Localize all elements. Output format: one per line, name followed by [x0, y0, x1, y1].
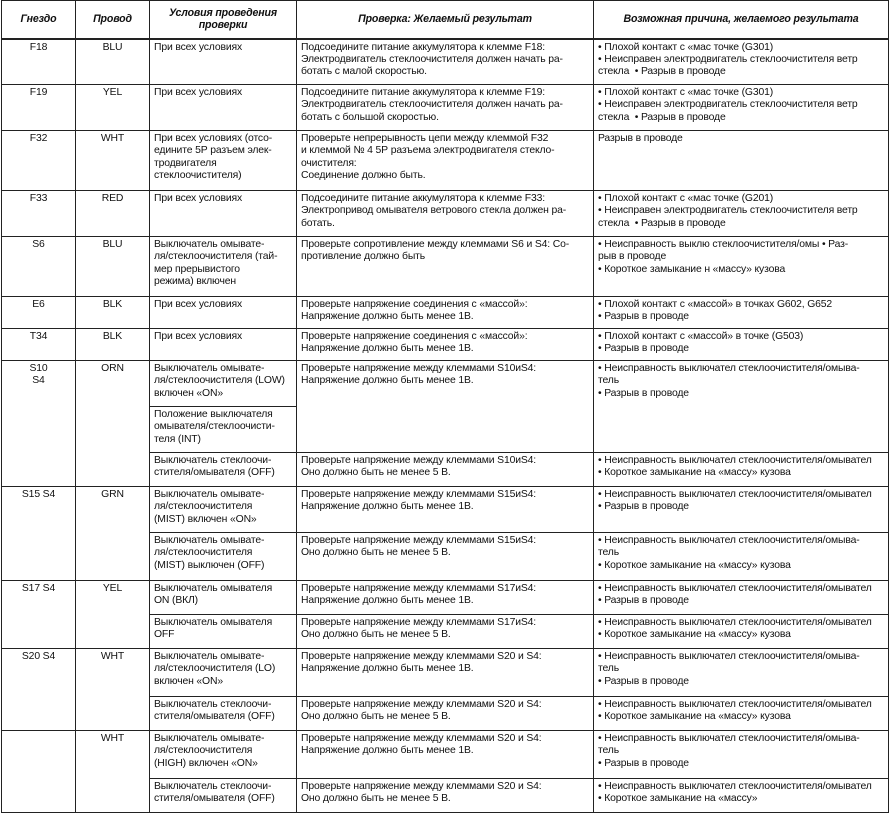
check-line: Напряжение должно быть менее 1В.: [301, 595, 474, 607]
socket-cell: [2, 731, 76, 813]
cause-item: • Плохой контакт с «мас точке (G301): [598, 87, 884, 99]
cause-item: • Неисправность выключател стеклоочистителя/омывател: [598, 455, 884, 467]
socket-cell: F18: [2, 39, 76, 85]
check-line: Подсоедините питание аккумулятора к клемме F18:: [301, 41, 545, 53]
table-row: [2, 361, 889, 407]
cause-cell: [594, 731, 889, 779]
check-line: Проверьте напряжение между клеммами S15иS4:: [301, 535, 537, 546]
cause-text: стекла: [598, 66, 630, 78]
check-cell: [297, 453, 594, 487]
condition-cell: [150, 453, 297, 487]
check-line: Напряжение должно быть менее 1В.: [301, 311, 474, 323]
check-line: Проверьте напряжение между клеммами S10иS4:: [301, 455, 537, 466]
cause-item: • Неисправность выключател стеклоочистителя/омыва-: [598, 733, 884, 745]
check-line: ботать с большой скоростью.: [301, 111, 439, 123]
cause-item: • Короткое замыкание на «массу» кузова: [598, 629, 884, 641]
table-row: [2, 581, 889, 615]
condition-line: Выключатель омывате-: [154, 651, 265, 662]
condition-line: Выключатель стеклоочи-: [154, 455, 272, 466]
cause-cell: [594, 329, 889, 361]
cause-cell: [594, 615, 889, 649]
check-line: Напряжение должно быть менее 1В.: [301, 663, 474, 675]
cause-text: стекла: [598, 111, 630, 123]
cause-item: • Разрыв в проводе: [598, 595, 884, 607]
socket-cell: F19: [2, 85, 76, 131]
header-socket: Гнездо: [2, 1, 76, 39]
check-line: Проверьте напряжение между клеммами S15иS4:: [301, 489, 537, 500]
table-row: [2, 329, 889, 361]
cause-item: • Разрыв в проводе: [598, 388, 884, 400]
table-row: [2, 237, 889, 297]
check-cell: [297, 191, 594, 237]
condition-line: Выключатель стеклоочи-: [154, 699, 272, 710]
condition-line: ля/стеклоочистителя: [154, 501, 253, 513]
socket-cell: S20 S4: [2, 649, 76, 731]
check-cell: [297, 85, 594, 131]
cause-line: стекла • Разрыв в проводе: [598, 217, 726, 229]
table-row: [2, 39, 889, 85]
check-cell: [297, 533, 594, 581]
cause-item: • Неисправен электродвигатель стеклоочистителя ветр: [598, 99, 884, 111]
condition-line: Выключатель омывате-: [154, 733, 265, 744]
cause-item: • Неисправность выключател стеклоочистителя/омывател: [598, 699, 884, 711]
condition-cell: [150, 615, 297, 649]
condition-cell: [150, 731, 297, 779]
wire-cell: BLU: [76, 237, 150, 297]
check-line: Электропривод омывателя ветрового стекла должен ра-: [301, 205, 567, 217]
socket-cell: [2, 361, 76, 487]
wire-cell: GRN: [76, 487, 150, 581]
condition-cell: [150, 581, 297, 615]
condition-line: режима) включен: [154, 276, 236, 288]
cause-line: стекла • Разрыв в проводе: [598, 66, 726, 78]
check-line: Проверьте напряжение соединения с «массой»:: [301, 331, 528, 342]
cause-item: • Неисправность выключател стеклоочистителя/омыва-: [598, 651, 884, 663]
condition-line: стителя/омывателя (OFF): [154, 467, 275, 479]
condition-line: мер прерывистого: [154, 263, 240, 275]
check-cell: [297, 361, 594, 453]
socket-cell: E6: [2, 297, 76, 329]
check-cell: [297, 581, 594, 615]
cause-item: • Короткое замыкание на «массу» кузова: [598, 467, 884, 479]
table-row: [2, 731, 889, 779]
cause-item: • Плохой контакт с «мас точке (G201): [598, 193, 884, 205]
condition-line: При всех условиях (отсо-: [154, 133, 273, 144]
cause-cell: [594, 297, 889, 329]
wire-cell: YEL: [76, 85, 150, 131]
condition-line: Выключатель омывателя: [154, 617, 273, 628]
cause-text: Разрыв в проводе: [640, 217, 726, 229]
cause-line: тель: [598, 745, 619, 757]
cause-item: • Неисправность выклю стеклоочистителя/омы • Раз-: [598, 239, 884, 251]
table-row: [2, 85, 889, 131]
socket-cell: S6: [2, 237, 76, 297]
cause-item: • Короткое замыкание на «массу»: [598, 793, 884, 805]
cause-cell: [594, 237, 889, 297]
check-line: Оно должно быть не менее 5 В.: [301, 467, 451, 479]
condition-line: Выключатель омывате-: [154, 239, 265, 250]
wire-cell: ORN: [76, 361, 150, 487]
check-cell: [297, 697, 594, 731]
condition-line: стителя/омывателя (OFF): [154, 711, 275, 723]
condition-cell: При всех условиях: [150, 297, 297, 329]
check-cell: [297, 131, 594, 191]
wire-cell: WHT: [76, 731, 150, 813]
socket-line: S4: [32, 375, 45, 387]
cause-cell: [594, 779, 889, 813]
condition-cell: При всех условиях: [150, 329, 297, 361]
cause-item: • Неисправен электродвигатель стеклоочистителя ветр: [598, 205, 884, 217]
condition-line: теля (INT): [154, 433, 201, 445]
condition-line: ля/стеклоочистителя: [154, 745, 253, 757]
cause-line: Разрыв в проводе: [598, 133, 683, 144]
condition-line: тродвигателя: [154, 157, 217, 169]
condition-cell: При всех условиях: [150, 191, 297, 237]
check-cell: [297, 237, 594, 297]
cause-item: • Короткое замыкание на «массу» кузова: [598, 560, 884, 572]
cause-item: • Плохой контакт с «мас точке (G301): [598, 42, 884, 54]
check-line: очистителя:: [301, 157, 357, 169]
condition-line: стителя/омывателя (OFF): [154, 793, 275, 805]
condition-cell: [150, 487, 297, 533]
check-line: Напряжение должно быть менее 1В.: [301, 745, 474, 757]
cause-text: стекла: [598, 217, 630, 229]
check-line: Проверьте непрерывность цепи между клеммой F32: [301, 133, 549, 144]
condition-cell: При всех условиях: [150, 39, 297, 85]
cause-cell: [594, 131, 889, 191]
cause-item: • Разрыв в проводе: [598, 311, 884, 323]
check-line: Оно должно быть не менее 5 В.: [301, 711, 451, 723]
condition-line: (MIST) выключен (OFF): [154, 559, 265, 571]
wire-cell: BLU: [76, 39, 150, 85]
condition-line: Выключатель омывате-: [154, 489, 265, 500]
check-line: Оно должно быть не менее 5 В.: [301, 793, 451, 805]
cause-item: • Разрыв в проводе: [598, 676, 884, 688]
check-cell: [297, 487, 594, 533]
check-line: Проверьте сопротивление между клеммами S6 и S4: Со-: [301, 239, 570, 250]
condition-line: Выключатель омывате-: [154, 363, 265, 374]
cause-line: стекла • Разрыв в проводе: [598, 111, 726, 123]
wire-cell: RED: [76, 191, 150, 237]
check-line: Электродвигатель стеклоочистителя должен начать ра-: [301, 99, 563, 111]
cause-cell: [594, 649, 889, 697]
check-cell: [297, 615, 594, 649]
check-line: Подсоедините питание аккумулятора к клемме F33:: [301, 193, 545, 204]
cause-item: • Разрыв в проводе: [598, 758, 884, 770]
condition-line: Положение выключателя: [154, 409, 273, 420]
check-line: Соединение должно быть.: [301, 170, 426, 182]
socket-line: S10: [29, 363, 48, 374]
wire-cell: BLK: [76, 329, 150, 361]
condition-line: ля/стеклоочистителя (тай-: [154, 251, 278, 263]
check-line: Проверьте напряжение между клеммами S20 и S4:: [301, 733, 542, 744]
condition-line: ON (ВКЛ): [154, 595, 198, 607]
wire-cell: WHT: [76, 131, 150, 191]
condition-line: стеклоочистителя): [154, 170, 242, 182]
check-line: противление должно быть: [301, 251, 426, 263]
condition-cell: [150, 131, 297, 191]
check-line: Проверьте напряжение между клеммами S20 и S4:: [301, 651, 542, 662]
cause-item: • Неисправность выключател стеклоочистителя/омывател: [598, 617, 884, 629]
condition-line: омывателя/стеклоочисти-: [154, 421, 275, 433]
check-cell: [297, 779, 594, 813]
connector-check-table: [1, 0, 889, 813]
condition-line: ля/стеклоочистителя: [154, 547, 253, 559]
cause-item: • Плохой контакт с «массой» в точке (G503): [598, 331, 884, 343]
cause-line: рыв в проводе: [598, 251, 667, 263]
cause-cell: [594, 697, 889, 731]
header-check: Проверка: Желаемый результат: [297, 1, 594, 39]
cause-text: Раз-: [828, 239, 849, 250]
socket-cell: S17 S4: [2, 581, 76, 649]
condition-line: (MIST) включен «ON»: [154, 513, 257, 525]
cause-item: • Короткое замыкание н «массу» кузова: [598, 264, 884, 276]
condition-line: включен «ON»: [154, 675, 223, 687]
cause-cell: [594, 361, 889, 453]
check-cell: [297, 731, 594, 779]
check-line: Напряжение должно быть менее 1В.: [301, 501, 474, 513]
cause-text: Разрыв в проводе: [640, 111, 726, 123]
condition-line: Выключатель стеклоочи-: [154, 781, 272, 792]
cause-item: • Неисправность выключател стеклоочистителя/омыва-: [598, 363, 884, 375]
check-line: Проверьте напряжение между клеммами S10иS4:: [301, 363, 537, 374]
cause-line: тель: [598, 375, 619, 387]
condition-line: включен «ON»: [154, 387, 223, 399]
cause-item: • Разрыв в проводе: [598, 343, 884, 355]
condition-cell: [150, 407, 297, 453]
condition-line: ля/стеклоочистителя (LO): [154, 663, 276, 675]
wire-cell: BLK: [76, 297, 150, 329]
check-line: Электродвигатель стеклоочистителя должен начать ра-: [301, 53, 563, 65]
cause-line: тель: [598, 547, 619, 559]
check-cell: [297, 297, 594, 329]
check-line: Проверьте напряжение соединения с «массой»:: [301, 299, 528, 310]
condition-cell: [150, 237, 297, 297]
check-line: ботать.: [301, 217, 335, 229]
table-row: [2, 487, 889, 533]
check-cell: [297, 39, 594, 85]
condition-cell: [150, 533, 297, 581]
check-line: и клеммой № 4 5Р разъема электродвигателя стекло-: [301, 145, 555, 157]
table-row: [2, 297, 889, 329]
cause-cell: [594, 581, 889, 615]
condition-line: едините 5Р разъем элек-: [154, 145, 272, 157]
cause-item: • Неисправность выключател стеклоочистителя/омыва-: [598, 535, 884, 547]
cause-line: тель: [598, 663, 619, 675]
cause-text: Разрыв в проводе: [640, 66, 726, 78]
check-cell: [297, 649, 594, 697]
check-line: Оно должно быть не менее 5 В.: [301, 629, 451, 641]
cause-cell: [594, 85, 889, 131]
condition-line: ля/стеклоочистителя (LOW): [154, 375, 285, 387]
condition-line: Выключатель омывате-: [154, 535, 265, 546]
check-line: Подсоедините питание аккумулятора к клемме F19:: [301, 87, 545, 98]
cause-item: • Неисправность выключател стеклоочистителя/омывател: [598, 489, 884, 501]
wire-cell: YEL: [76, 581, 150, 649]
check-line: Напряжение должно быть менее 1В.: [301, 343, 474, 355]
table-row: [2, 131, 889, 191]
condition-line: OFF: [154, 629, 175, 641]
cause-item: • Неисправность выключател стеклоочистителя/омывател: [598, 781, 884, 793]
cause-cell: [594, 533, 889, 581]
header-wire: Провод: [76, 1, 150, 39]
condition-cell: [150, 649, 297, 697]
table-header-row: [2, 1, 889, 39]
socket-cell: F33: [2, 191, 76, 237]
socket-cell: S15 S4: [2, 487, 76, 581]
check-cell: [297, 329, 594, 361]
check-line: Напряжение должно быть менее 1В.: [301, 375, 474, 387]
check-line: Оно должно быть не менее 5 В.: [301, 547, 451, 559]
cause-item: • Неисправность выключател стеклоочистителя/омывател: [598, 583, 884, 595]
cause-item: • Разрыв в проводе: [598, 501, 884, 513]
table-row: [2, 649, 889, 697]
cause-item: • Короткое замыкание на «массу» кузова: [598, 711, 884, 723]
cause-cell: [594, 487, 889, 533]
cause-text: Неисправность выклю стеклоочистителя/омы: [604, 239, 820, 250]
cause-item: • Плохой контакт с «массой» в точках G602, G652: [598, 299, 884, 311]
condition-cell: [150, 361, 297, 407]
check-line: Проверьте напряжение между клеммами S17иS4:: [301, 583, 537, 594]
cause-cell: [594, 453, 889, 487]
condition-cell: При всех условиях: [150, 85, 297, 131]
cause-cell: [594, 191, 889, 237]
wire-cell: WHT: [76, 649, 150, 731]
check-line: Проверьте напряжение между клеммами S20 и S4:: [301, 781, 542, 792]
cause-cell: [594, 39, 889, 85]
socket-cell: T34: [2, 329, 76, 361]
socket-cell: F32: [2, 131, 76, 191]
header-condition: Условия проведения проверки: [150, 1, 297, 39]
cause-item: • Неисправен электродвигатель стеклоочистителя ветр: [598, 54, 884, 66]
condition-line: Выключатель омывателя: [154, 583, 273, 594]
condition-line: (HIGH) включен «ON»: [154, 757, 258, 769]
condition-cell: [150, 697, 297, 731]
check-line: ботать с малой скоростью.: [301, 66, 427, 78]
check-line: Проверьте напряжение между клеммами S17иS4:: [301, 617, 537, 628]
table-row: [2, 191, 889, 237]
condition-cell: [150, 779, 297, 813]
check-line: Проверьте напряжение между клеммами S20 и S4:: [301, 699, 542, 710]
header-cause: Возможная причина, желаемого результата: [594, 1, 889, 39]
